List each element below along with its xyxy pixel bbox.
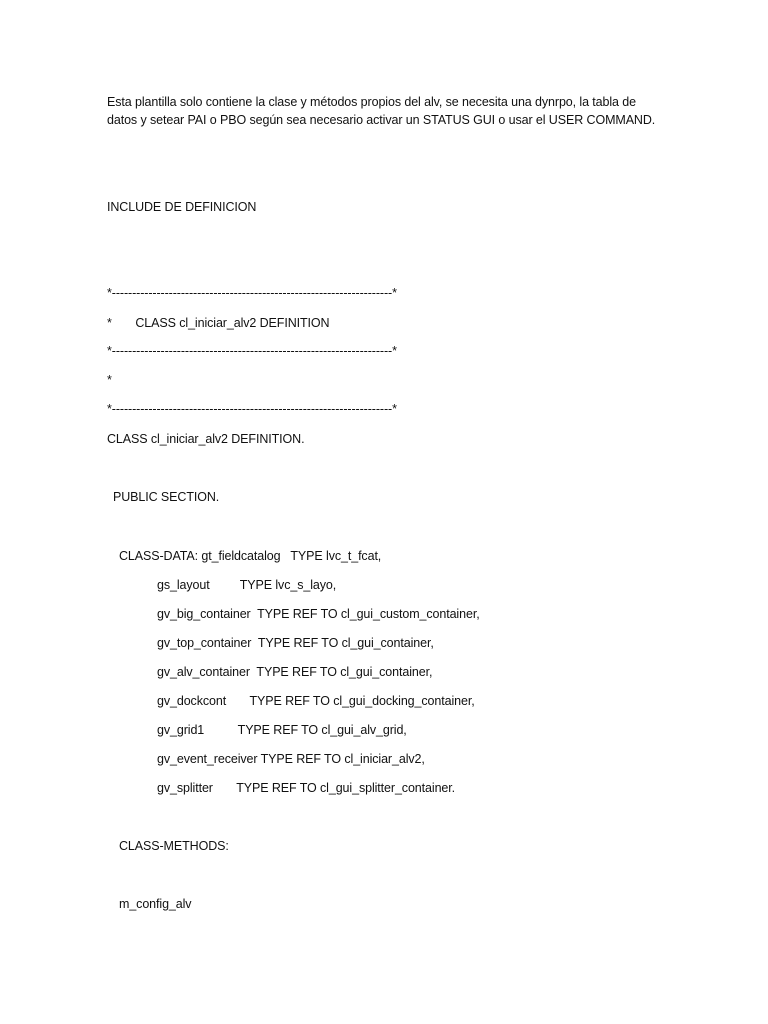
class-data-line-2: gs_layout TYPE lvc_s_layo,	[157, 578, 337, 592]
class-data-line-7: gv_grid1 TYPE REF TO cl_gui_alv_grid,	[157, 723, 407, 737]
class-data-line-8: gv_event_receiver TYPE REF TO cl_iniciar_alv2,	[157, 752, 425, 766]
comment-rule-middle: *---------------------------------------------------------------------*	[107, 344, 397, 358]
comment-class-title: * CLASS cl_iniciar_alv2 DEFINITION	[107, 316, 330, 330]
class-methods: CLASS-METHODS:	[119, 839, 229, 853]
comment-rule-bottom: *---------------------------------------------------------------------*	[107, 402, 397, 416]
intro-paragraph: Esta plantilla solo contiene la clase y métodos propios del alv, se necesita una dynrpo, la tabla de datos y setear PAI o PBO según sea necesario activar un STATUS GUI o usar el USER COMMAND.	[107, 95, 656, 127]
method-line-1: m_config_alv	[119, 897, 192, 911]
class-data-line-9: gv_splitter TYPE REF TO cl_gui_splitter_container.	[157, 781, 456, 795]
comment-rule-top: *---------------------------------------------------------------------*	[107, 286, 397, 300]
class-data-line-5: gv_alv_container TYPE REF TO cl_gui_container,	[157, 665, 433, 679]
class-definition: CLASS cl_iniciar_alv2 DEFINITION.	[107, 432, 305, 446]
class-data-line-6: gv_dockcont TYPE REF TO cl_gui_docking_container,	[157, 694, 475, 708]
class-data-line-4: gv_top_container TYPE REF TO cl_gui_container,	[157, 636, 434, 650]
class-data-line-3: gv_big_container TYPE REF TO cl_gui_custom_container,	[157, 607, 480, 621]
include-heading: INCLUDE DE DEFINICION	[107, 200, 257, 214]
comment-blank: *	[107, 373, 112, 387]
public-section: PUBLIC SECTION.	[113, 490, 220, 504]
class-data-line-1: CLASS-DATA: gt_fieldcatalog TYPE lvc_t_fcat,	[119, 549, 382, 563]
